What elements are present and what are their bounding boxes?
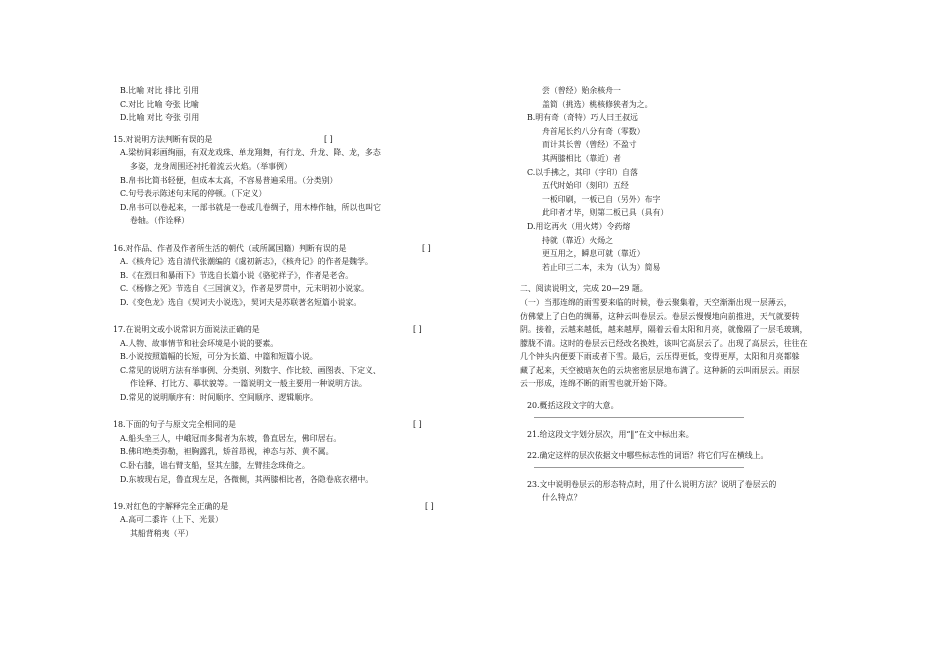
q19-option-a: A.高可二黍许（上下、光景） (120, 515, 223, 525)
q14-option-b: B.比喻 对比 排比 引用 (120, 86, 199, 95)
q16-stem-text: 16.对作品、作者及作者所生活的朝代（或所属国籍）判断有误的是 (113, 243, 347, 253)
passage-line: 几个钟头内便要下雨或者下雪。最后，云压得更低，变得更厚，太阳和月亮都躲 (520, 352, 800, 362)
section-2-heading: 二、阅读说明文，完成 20—29 题。 (520, 284, 648, 294)
q19-c-cont-1: 五代时始印（刻印）五经 (542, 181, 629, 191)
q15-option-c: C.句号表示陈述句末尾的停顿。（下定义） (120, 189, 267, 199)
q20-prompt: 20.概括这段文字的大意。 (527, 401, 619, 411)
q19-c-cont-3: 此印者才毕，则第二板已具（具有） (542, 208, 669, 218)
q19-c-cont-2: 一板印刷，一板已自（另外）布字 (542, 194, 661, 204)
q15-stem-text: 15.对说明方法判断有误的是 (113, 134, 213, 144)
q18-stem-text: 18.下面的句子与原文完全相同的是 (113, 420, 237, 430)
q14-option-d: D.比喻 对比 夸张 引用 (120, 113, 200, 123)
q17-option-d: D.常见的说明顺序有：时间顺序、空间顺序、逻辑顺序。 (120, 393, 318, 403)
q18-stem (113, 418, 473, 432)
q17-option-b: B.小说按照篇幅的长短，可分为长篇、中篇和短篇小说。 (120, 352, 318, 362)
q15-stem (113, 133, 473, 147)
q17-option-a: A.人物、故事情节和社会环境是小说的要素。 (120, 338, 279, 348)
q19-b-cont-3: 其两膝相比（靠近）者 (542, 153, 621, 163)
q15-option-a: A.梁枋间彩画绚丽，有双龙戏珠、单龙翔舞，有行龙、升龙、降、龙，多态 (120, 148, 381, 158)
q15-answer-bracket: [ ] (324, 134, 333, 144)
q22-prompt: 22.确定这样的层次依据文中哪些标志性的词语？将它们写在横线上。 (527, 451, 769, 461)
q19-d-cont-1: 持就（靠近）火炀之 (542, 235, 614, 245)
q22-answer-line[interactable] (534, 467, 744, 468)
q23-prompt: 23.文中说明卷层云的形态特点时，用了什么说明方法？说明了卷层云的 (527, 479, 777, 489)
q17-stem (113, 323, 473, 337)
q18-option-b: B.佛印绝类弥勒，袒胸露乳，矫首昂视，神态与苏、黄不属。 (120, 447, 334, 457)
q19-option-d: D.用讫再火（用火烤）令药熔 (527, 221, 631, 231)
q16-option-b: B.《在烈日和暴雨下》节选自长篇小说《骆驼祥子》，作者是老舍。 (120, 270, 354, 280)
passage-line: 藏了起来，天空被暗灰色的云块密密层层地布满了。这种新的云叫雨层云。雨层 (520, 365, 800, 375)
q16-answer-bracket: [ ] (422, 243, 431, 253)
q19-d-cont-3: 若止印三二本，未为（认为）简易 (542, 262, 661, 272)
q19-answer-bracket: [ ] (425, 501, 434, 511)
left-column (113, 84, 473, 541)
q15-option-d-cont: 卷轴。（作诠释） (130, 216, 190, 226)
q19-option-c: C.以手拂之，其印（字印）自落 (527, 167, 638, 177)
q19-option-a-cont: 其船背稍夷（平） (130, 529, 194, 538)
q18-option-c: C.卧右膝，诎右臂支船，竖其左膝，左臂挂念珠倚之。 (120, 461, 310, 471)
q17-stem-text: 17.在说明文或小说常识方面说法正确的是 (113, 325, 260, 335)
q23-prompt-cont: 什么特点？ (542, 493, 582, 503)
q17-option-c: C.常见的说明方法有举事例、分类别、列数字、作比较、画图表、下定义、 (120, 365, 381, 375)
q15-option-d: D.帛书可以卷起来，一部书就是一卷或几卷绸子，用木棒作轴，所以也叫它 (120, 202, 382, 212)
q17-answer-bracket: [ ] (413, 325, 422, 335)
q18-answer-bracket: [ ] (413, 420, 422, 430)
q17-option-c-cont: 作诠释、打比方、摹状貌等。一篇说明文一般主要用一种说明方法。 (130, 379, 367, 389)
q19-b-cont-1: 舟首尾长约八分有奇（零数） (542, 126, 645, 136)
q15-option-b: B.帛书比简书轻便，但成本太高，不容易普遍采用。（分类别） (120, 175, 338, 185)
passage-line: （一）当那连绵的雨雪要来临的时候，卷云聚集着，天空渐渐出现一层薄云， (520, 297, 792, 307)
q19-a-cont-2: 盖简（挑选）桃核修狭者为之。 (542, 99, 653, 109)
q21-prompt: 21.给这段文字划分层次，用“‖”在文中标出来。 (527, 429, 694, 439)
q16-stem (113, 242, 473, 256)
passage-line: 阴。接着，云越来越低，越来越厚，隔着云看太阳和月亮，就像隔了一层毛玻璃， (520, 325, 808, 335)
passage-line: 云一形成，连绵不断的雨雪也就开始下降。 (520, 379, 672, 389)
q19-stem (113, 500, 473, 514)
reading-passage (520, 296, 865, 391)
q18-option-a: A.船头坐三人，中峨冠而多髯者为东坡，鲁直居左，佛印居右。 (120, 433, 342, 443)
q14-option-c: C.对比 比喻 夸张 比喻 (120, 99, 199, 109)
q16-option-c: C.《杨修之死》节选自《三国演义》，作者是罗贯中，元末明初小说家。 (120, 284, 369, 294)
q19-b-cont-2: 而计其长曾（曾经）不盈寸 (542, 140, 637, 150)
right-column (520, 84, 865, 505)
q18-option-d: D.东坡现右足，鲁直现左足，各微侧，其两膝相比者，各隐卷底衣褶中。 (120, 474, 374, 484)
q16-option-d: D.《变色龙》选自《契诃夫小说选》，契诃夫是苏联著名短篇小说家。 (120, 297, 362, 307)
q19-d-cont-2: 更互用之，瞬息可就（靠近） (542, 249, 645, 259)
passage-line: 仿佛蒙上了白色的绸幕，这种云叫卷层云。卷层云慢慢地向前推进，天气就要转 (520, 311, 800, 321)
q15-option-a-cont: 多姿，龙身周围还衬托着流云火焰。（举事例） (130, 161, 292, 171)
q19-a-cont-1: 尝（曾经）贻余核舟一 (542, 86, 621, 95)
q19-stem-text: 19.对红色的字解释完全正确的是 (113, 501, 229, 511)
q20-answer-line[interactable] (534, 417, 744, 418)
q16-option-a: A.《核舟记》选自清代张潮编的《虞初新志》，《核舟记》的作者是魏学。 (120, 257, 373, 267)
passage-line: 朦胧不清。这时的卷层云已经改名换姓，该叫它高层云了。出现了高层云，往往在 (520, 338, 808, 348)
q19-option-b: B.明有奇（奇特）巧人曰王叔远 (527, 113, 638, 123)
